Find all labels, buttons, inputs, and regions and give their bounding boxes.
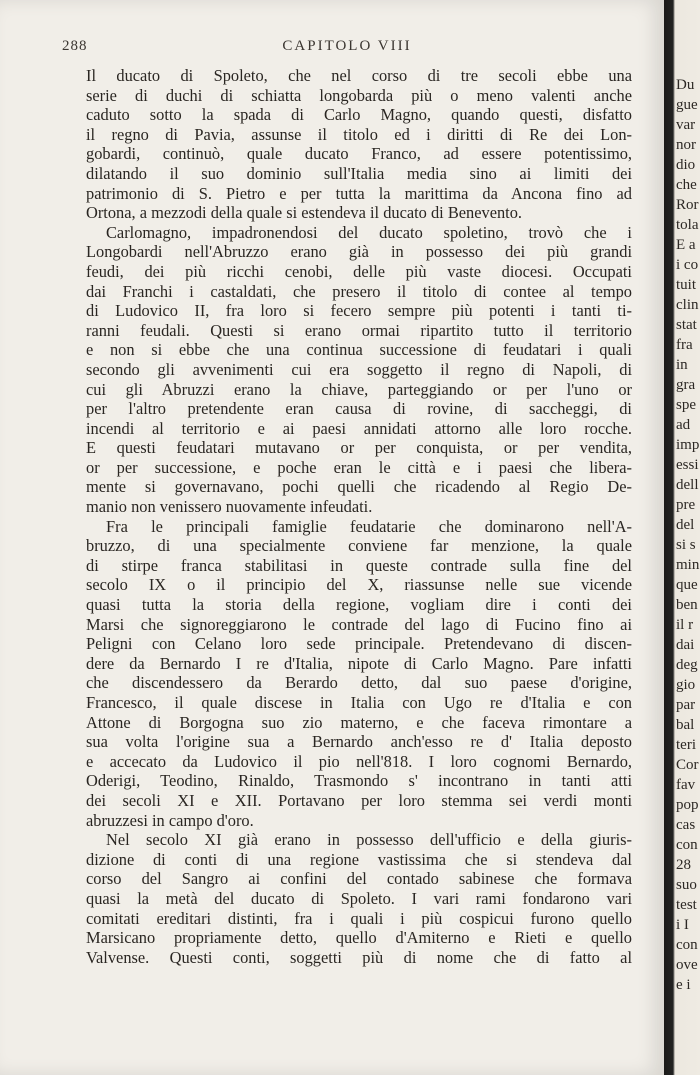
text-line: dei secoli XI e XII. Portavano per loro stemma sei verdi monti — [86, 790, 632, 810]
facing-page-fragment: gio — [676, 677, 696, 693]
text-line: serie di duchi di schiatta longobarda più o meno valenti anche — [86, 85, 632, 105]
facing-page-fragment: clin — [676, 297, 699, 313]
text-line: dizione di conti di una regione vastissima che si stendeva dal — [86, 849, 632, 869]
text-line: manio non venissero nuovamente infeudati. — [86, 497, 373, 517]
facing-page-fragment: si s — [676, 537, 696, 553]
page-header — [62, 38, 632, 62]
text-line: cui gli Abruzzi erano la chiave, parteggiando or per l'uno or — [86, 379, 632, 399]
text-line: comitati ereditari distinti, fra i quali i più cospicui furono quello — [86, 908, 632, 928]
facing-page-fragment: ove — [676, 957, 698, 973]
facing-page-fragment: tola — [676, 217, 699, 233]
text-line: bruzzo, di una specialmente conviene far menzione, la quale — [86, 536, 632, 556]
text-line: Marsi che signoreggiarono le contrade del lago di Fucino fino ai — [86, 614, 632, 634]
body-text — [86, 66, 632, 1066]
facing-page-fragment: dai — [676, 637, 695, 653]
facing-page-fragment: pop — [676, 797, 699, 813]
facing-page-fragment: dell — [676, 477, 699, 493]
page-number: 288 — [62, 38, 88, 54]
text-line: dilatando il suo dominio sull'Italia media sino ai limiti dei — [86, 163, 632, 183]
facing-page-fragment: che — [676, 177, 697, 193]
text-line: quasi tutta la storia della regione, vogliam dire i conti dei — [86, 595, 632, 615]
text-line: Attone di Borgogna suo zio materno, e che faceva rimontare a — [86, 712, 632, 732]
facing-page-fragment: stat — [676, 317, 697, 333]
text-line: dai Franchi i castaldati, che presero il titolo di contee al tempo — [86, 281, 632, 301]
facing-page-fragment: il r — [676, 617, 694, 633]
text-line: il regno di Pavia, assunse il titolo ed i diritti di Re dei Lon- — [86, 124, 632, 144]
facing-page-fragment: gra — [676, 377, 696, 393]
text-line: E questi feudatari mutavano or per conquista, or per vendita, — [86, 438, 632, 458]
facing-page-fragment: nor — [676, 137, 696, 153]
facing-page-fragment: i co — [676, 257, 699, 273]
text-line: Carlomagno, impadronendosi del ducato spoletino, trovò che i — [106, 222, 632, 242]
facing-page-fragment: deg — [676, 657, 698, 673]
facing-page-fragment: i I — [676, 917, 689, 933]
facing-page-fragment: cas — [676, 817, 696, 833]
running-title: CAPITOLO VIII — [282, 38, 412, 54]
facing-page-fragment: Ror — [676, 197, 699, 213]
text-line: Fra le principali famiglie feudatarie che dominarono nell'A- — [106, 516, 632, 536]
facing-page-fragment: in — [676, 357, 688, 373]
text-line: dere da Bernardo I re d'Italia, nipote di Carlo Magno. Pare infatti — [86, 653, 632, 673]
facing-page-fragment: fra — [676, 337, 693, 353]
text-line: che discendessero da Berardo detto, dal suo paese d'origine, — [86, 673, 632, 693]
facing-page-fragment: suo — [676, 877, 697, 893]
text-line: Nel secolo XI già erano in possesso dell'ufficio e della giuris- — [106, 830, 632, 850]
facing-page-fragment: min — [676, 557, 700, 573]
text-line: sua volta l'origine sua a Bernardo anch'esso re d' Italia deposto — [86, 732, 632, 752]
facing-page-fragment: con — [676, 937, 698, 953]
facing-page-fragment: tuit — [676, 277, 697, 293]
text-line: e non si ebbe che una continua successione di feudatari i quali — [86, 340, 632, 360]
facing-page-fragment: Cor — [676, 757, 699, 773]
text-line: ranni feudali. Questi si erano ormai ripartito tutto il territorio — [86, 320, 632, 340]
facing-page-fragment: spe — [676, 397, 696, 413]
facing-page-fragment: que — [676, 577, 698, 593]
facing-page-fragment: ben — [676, 597, 698, 613]
facing-page-fragment: var — [676, 117, 696, 133]
facing-page-fragment: dio — [676, 157, 696, 173]
text-line: mente si governavano, pochi quelli che ricadendo al Regio De- — [86, 477, 632, 497]
facing-page-fragment: par — [676, 697, 696, 713]
facing-page-fragment: E a — [676, 237, 696, 253]
text-line: e accecato da Ludovico il pio nell'818. I loro cognomi Bernardo, — [86, 751, 632, 771]
facing-page-edge — [664, 0, 700, 1075]
facing-page-fragment: fav — [676, 777, 696, 793]
text-line: Francesco, il quale discese in Italia con Ugo re d'Italia e con — [86, 693, 632, 712]
text-line: abruzzesi in campo d'oro. — [86, 810, 254, 830]
facing-page-fragment: test — [676, 897, 697, 913]
facing-page-fragment: teri — [676, 737, 696, 753]
text-line: Marsicano propriamente detto, quello d'Amiterno e Rieti e quello — [86, 928, 632, 948]
facing-page-fragment: Du — [676, 77, 695, 93]
text-line: patrimonio di S. Pietro e per tutta la marittima da Ancona fino ad — [86, 183, 632, 203]
text-line: quasi la metà del ducato di Spoleto. I vari rami fondarono vari — [86, 888, 632, 908]
text-line: di stirpe franca stabilitasi in queste contrade sulla fine del — [86, 555, 632, 575]
text-line: per l'altro pretendente eran causa di rovine, di saccheggi, di — [86, 399, 632, 419]
text-line: Longobardi nell'Abruzzo erano già in possesso dei più grandi — [86, 242, 632, 262]
facing-page-fragment: imp — [676, 437, 700, 453]
text-line: secolo IX o il principio del X, riassunse nelle sue vicende — [86, 575, 632, 595]
text-line: feudi, dei più ricchi cenobi, delle più vaste diocesi. Occupati — [86, 261, 632, 281]
facing-page-fragment: gue — [676, 97, 698, 113]
facing-page-fragment: bal — [676, 717, 695, 733]
facing-page-fragment: ad — [676, 417, 691, 433]
text-line: Il ducato di Spoleto, che nel corso di tre secoli ebbe una — [86, 66, 632, 85]
facing-page-fragment: del — [676, 517, 695, 533]
facing-page-fragment: con — [676, 837, 698, 853]
text-line: secondo gli avvenimenti cui era soggetto il regno di Napoli, di — [86, 359, 632, 379]
facing-page-fragment: essi — [676, 457, 699, 473]
text-line: Oderigi, Teodino, Rinaldo, Trasmondo s' incontrano in tanti atti — [86, 771, 632, 791]
facing-page-fragment: 28 — [676, 857, 691, 873]
text-line: or per successione, e poche eran le città e i paesi che libera- — [86, 457, 632, 477]
facing-page-fragment: pre — [676, 497, 696, 513]
facing-page-fragment: e i — [676, 977, 691, 993]
text-line: incendi al territorio e ai paesi annidati attorno alle loro rocche. — [86, 418, 632, 438]
text-line: Valvense. Questi conti, soggetti più di nome che di fatto al — [86, 947, 632, 967]
text-line: Ortona, a mezzodi della quale si estendeva il ducato di Benevento. — [86, 203, 523, 223]
text-line: caduto sotto la spada di Carlo Magno, quando questi, disfatto — [86, 105, 632, 125]
text-line: gobardi, continuò, quale ducato Franco, ad essere potentissimo, — [86, 144, 632, 164]
text-line: Peligni con Celano loro sede principale. Pretendevano di discen- — [86, 634, 632, 654]
text-line: di Ludovico II, fra loro si fecero sempre più potenti i tanti ti- — [86, 301, 632, 321]
text-line: corso del Sangro ai confini del contado sabinese che formava — [86, 869, 632, 889]
